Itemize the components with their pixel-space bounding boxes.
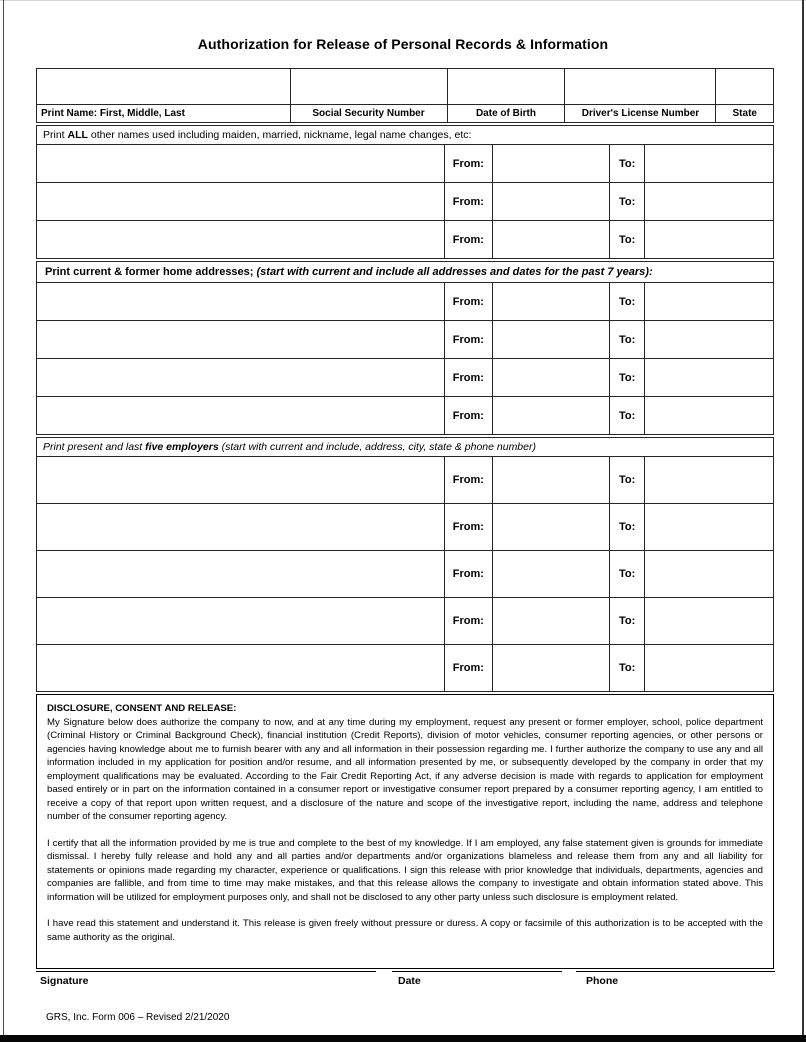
disclosure-box (36, 694, 774, 969)
employers-title-bold-italic: five employers (142, 441, 222, 453)
phone-field[interactable] (576, 971, 775, 987)
signature-field[interactable] (36, 971, 376, 987)
to-label: To: (610, 504, 645, 551)
disclosure-paragraph-2: I certify that all the information provided by me is true and complete to the best of my knowledge. If I am employed, any false statement given is grounds for immediate dismissal. I hereby fully release and hold any and all parties and/or departments and/or organizations blameless and release them from any and all liability for statements or opinions made regarding my character, experience or qualifications. I sign this release with prior knowledge that individuals, departments, agencies and companies are fallible, and from time to time may make mistakes, and that this release allows the company to investigate and obtain information stated above. This information will be utilized for employment purposes only, and shall not be disclosed to any other party unless such disclosure is employment related. (47, 837, 763, 903)
to-date-input-cell[interactable] (645, 457, 774, 504)
to-label: To: (610, 321, 645, 359)
to-date-input-cell[interactable] (645, 645, 774, 692)
employer-row (37, 551, 774, 598)
form-body (36, 68, 774, 969)
ssn-input-cell[interactable] (290, 69, 447, 105)
addresses-title-bold: Print current & former home addresses; (45, 266, 254, 278)
address-input-cell[interactable] (37, 359, 445, 397)
other-name-row (37, 145, 774, 183)
page-title: Authorization for Release of Personal Records & Information (197, 36, 609, 52)
to-date-input-cell[interactable] (645, 504, 774, 551)
address-input-cell[interactable] (37, 397, 445, 435)
other-names-title-bold: ALL (67, 129, 88, 141)
from-date-input-cell[interactable] (493, 645, 610, 692)
signature-gap (562, 971, 576, 987)
drivers-license-input-cell[interactable] (565, 69, 716, 105)
from-label: From: (444, 359, 493, 397)
to-label: To: (610, 397, 645, 435)
state-header: State (716, 105, 774, 123)
from-date-input-cell[interactable] (493, 145, 610, 183)
date-label: Date (398, 975, 421, 987)
to-date-input-cell[interactable] (645, 183, 774, 221)
to-label: To: (610, 183, 645, 221)
employer-input-cell[interactable] (37, 504, 445, 551)
from-label: From: (444, 321, 493, 359)
employer-input-cell[interactable] (37, 551, 445, 598)
from-label: From: (444, 504, 493, 551)
to-date-input-cell[interactable] (645, 145, 774, 183)
from-label: From: (444, 457, 493, 504)
to-date-input-cell[interactable] (645, 598, 774, 645)
print-name-input-cell[interactable] (37, 69, 291, 105)
page-edge-top (0, 0, 806, 1)
employer-row (37, 504, 774, 551)
from-label: From: (444, 145, 493, 183)
employers-title-italic-2: (start with current and include, address, city, state & phone number) (221, 441, 536, 453)
disclosure-paragraph-1: My Signature below does authorize the company to now, and at any time during my employment, request any present or former employer, school, police department (Criminal History or Criminal Background Check), financial institution (Credit Reports), division of motor vehicles, consumer reporting agencies, or other persons or agencies having knowledge about me to furnish bearer with any and all information in their possession regarding me. I further authorize the company to use any and all information included in my application for position and/or resume, and all information presented by me, or subsequently developed by the company in order that my employment qualifications may be evaluated. According to the Fair Credit Reporting Act, if any adverse decision is made with regards to application for employment based entirely or in part on the information contained in a consumer report or investigative consumer report prepared by a consumer reporting agency, I am entitled to receive a copy of that report upon written request, and a disclosure of the nature and scope of the investigative report, including the name, address and telephone number of the consumer reporting agency. (47, 716, 763, 822)
from-label: From: (444, 598, 493, 645)
other-names-title-suffix: other names used including maiden, married, nickname, legal name changes, etc: (87, 129, 472, 141)
to-date-input-cell[interactable] (645, 283, 774, 321)
phone-label: Phone (586, 975, 619, 987)
to-label: To: (610, 283, 645, 321)
other-names-title-prefix: Print (43, 129, 68, 141)
dob-input-cell[interactable] (447, 69, 565, 105)
to-date-input-cell[interactable] (645, 397, 774, 435)
address-row (37, 321, 774, 359)
from-label: From: (444, 551, 493, 598)
to-label: To: (610, 221, 645, 259)
employer-input-cell[interactable] (37, 598, 445, 645)
page-edge-left (3, 0, 4, 1035)
other-names-header-row (37, 126, 774, 145)
to-label: To: (610, 457, 645, 504)
other-names-table (36, 125, 774, 259)
to-label: To: (610, 359, 645, 397)
other-name-input-cell[interactable] (37, 145, 445, 183)
from-date-input-cell[interactable] (493, 598, 610, 645)
ssn-header: Social Security Number (290, 105, 447, 123)
addresses-table (36, 261, 774, 435)
page-edge-right (802, 0, 804, 1035)
disclosure-paragraph-3: I have read this statement and understand it. This release is given freely without pressure or duress. A copy or facsimile of this authorization is to be accepted with the same authority as the original. (47, 918, 763, 943)
employers-section-title (37, 438, 774, 457)
date-field[interactable] (392, 971, 562, 987)
to-date-input-cell[interactable] (645, 221, 774, 259)
from-label: From: (444, 645, 493, 692)
to-date-input-cell[interactable] (645, 321, 774, 359)
state-input-cell[interactable] (716, 69, 774, 105)
to-label: To: (610, 598, 645, 645)
from-date-input-cell[interactable] (493, 359, 610, 397)
other-name-input-cell[interactable] (37, 221, 445, 259)
from-date-input-cell[interactable] (493, 457, 610, 504)
print-name-header: Print Name: First, Middle, Last (37, 105, 291, 123)
dob-header: Date of Birth (447, 105, 565, 123)
to-label: To: (610, 551, 645, 598)
to-date-input-cell[interactable] (645, 551, 774, 598)
address-input-cell[interactable] (37, 321, 445, 359)
from-date-input-cell[interactable] (493, 183, 610, 221)
to-label: To: (610, 645, 645, 692)
other-name-input-cell[interactable] (37, 183, 445, 221)
employer-input-cell[interactable] (37, 457, 445, 504)
identity-header-row (37, 105, 774, 123)
to-label: To: (610, 145, 645, 183)
from-label: From: (444, 397, 493, 435)
addresses-section-title (37, 262, 774, 283)
signature-gap (376, 971, 392, 987)
disclosure-heading: DISCLOSURE, CONSENT AND RELEASE: (47, 703, 237, 714)
identity-table (36, 68, 774, 123)
from-date-input-cell[interactable] (493, 221, 610, 259)
from-label: From: (444, 183, 493, 221)
other-name-row (37, 221, 774, 259)
from-label: From: (444, 221, 493, 259)
to-date-input-cell[interactable] (645, 359, 774, 397)
identity-input-row (37, 69, 774, 105)
from-date-input-cell[interactable] (493, 321, 610, 359)
signature-block (36, 971, 775, 987)
form-revision-footer: GRS, Inc. Form 006 – Revised 2/21/2020 (46, 1012, 230, 1023)
from-date-input-cell[interactable] (493, 551, 610, 598)
drivers-license-header: Driver's License Number (565, 105, 716, 123)
address-row (37, 283, 774, 321)
employer-input-cell[interactable] (37, 645, 445, 692)
addresses-header-row (37, 262, 774, 283)
employer-row (37, 645, 774, 692)
addresses-title-italic: (start with current and include all addresses and dates for the past 7 years): (253, 266, 653, 278)
employers-table (36, 437, 774, 692)
from-label: From: (444, 283, 493, 321)
from-date-input-cell[interactable] (493, 397, 610, 435)
from-date-input-cell[interactable] (493, 283, 610, 321)
signature-label: Signature (40, 975, 89, 987)
address-row (37, 397, 774, 435)
address-row (37, 359, 774, 397)
other-name-row (37, 183, 774, 221)
employer-row (37, 457, 774, 504)
employers-header-row (37, 438, 774, 457)
from-date-input-cell[interactable] (493, 504, 610, 551)
employers-title-italic-1: Print present and last (43, 441, 143, 453)
other-names-section-title (37, 126, 774, 145)
address-input-cell[interactable] (37, 283, 445, 321)
page-edge-bottom (0, 1035, 806, 1042)
employer-row (37, 598, 774, 645)
